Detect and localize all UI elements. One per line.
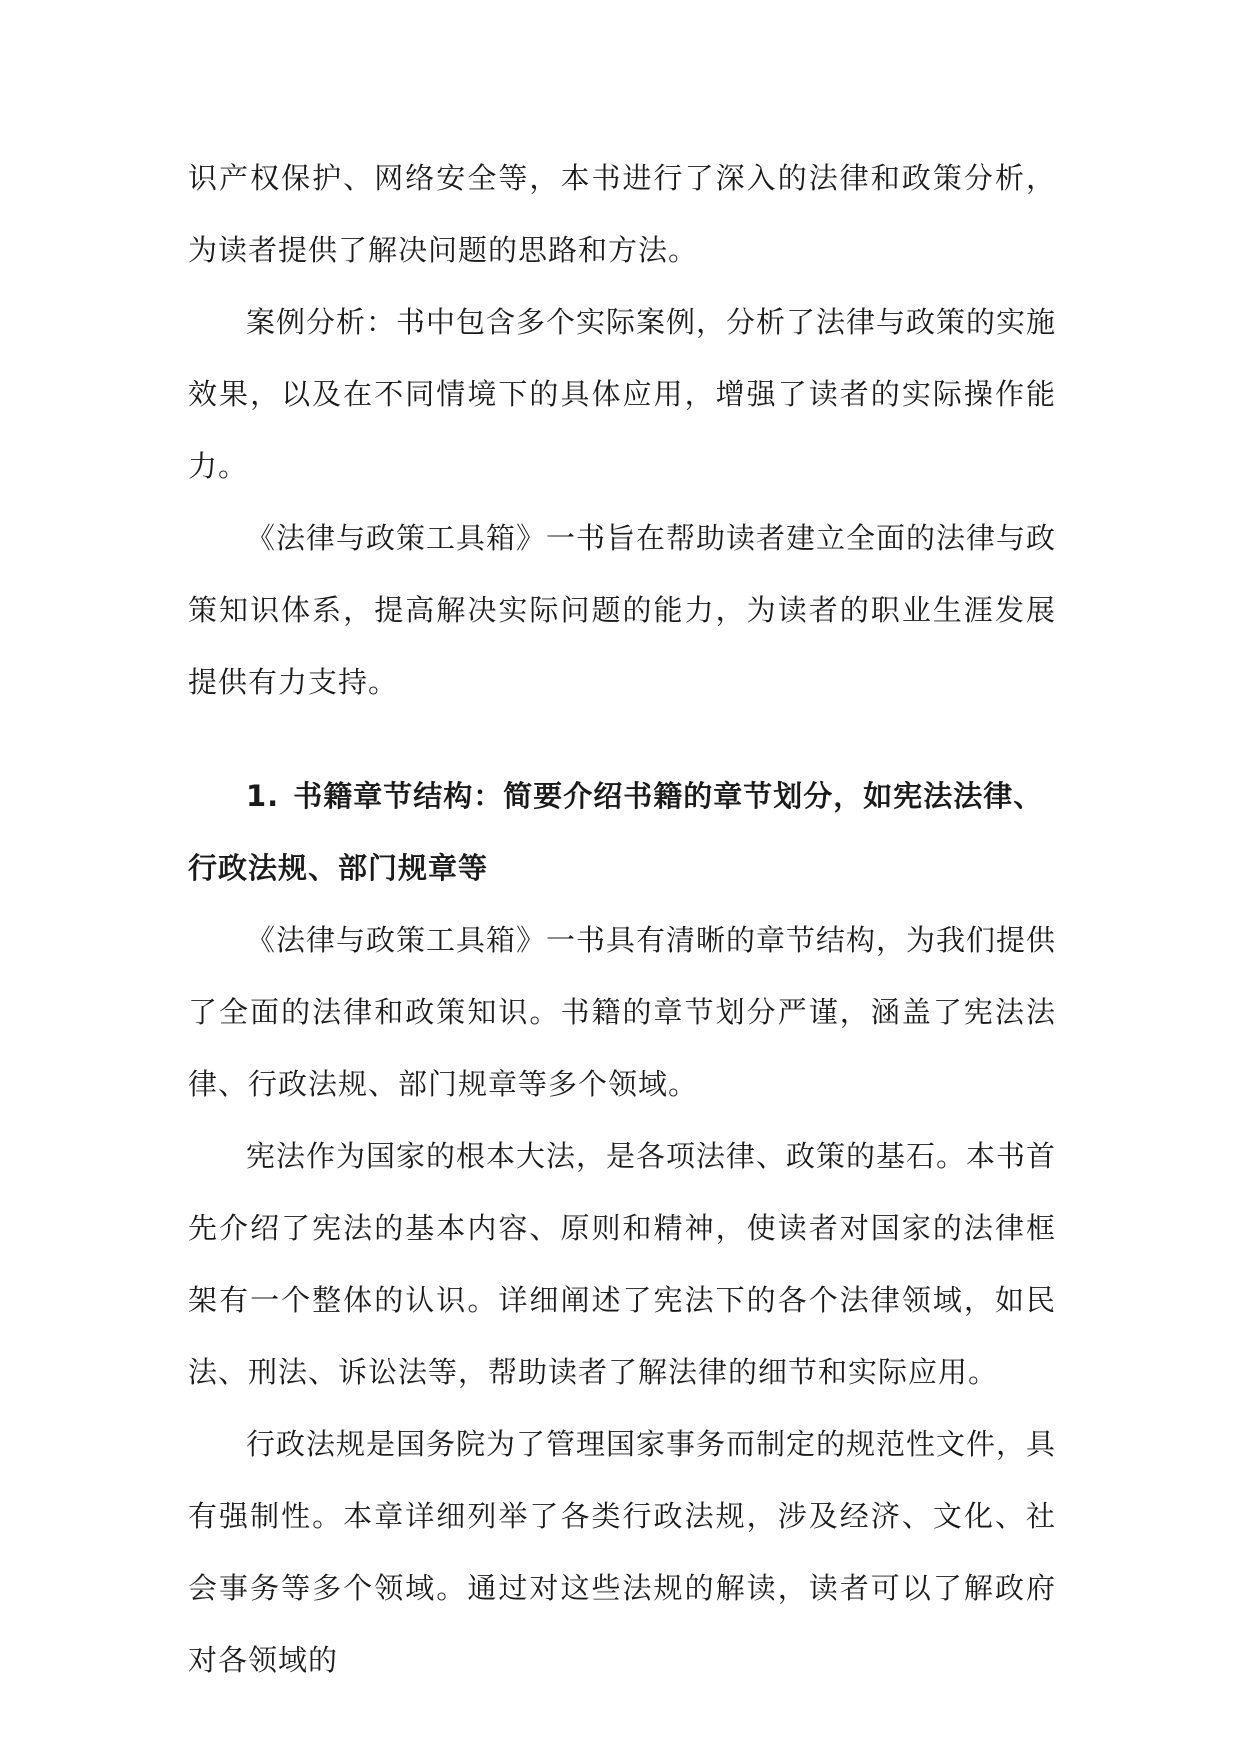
paragraph: 宪法作为国家的根本大法，是各项法律、政策的基石。本书首先介绍了宪法的基本内容、原则和精神，使读者对国家的法律框架有一个整体的认识。详细阐述了宪法下的各个法律领域，如民法、刑法、诉讼法等，帮助读者了解法律的细节和实际应用。 [188, 1139, 1057, 1389]
paragraph: 《法律与政策工具箱》一书旨在帮助读者建立全面的法律与政策知识体系，提高解决实际问题的能力，为读者的职业生涯发展提供有力支持。 [188, 521, 1057, 699]
section-number: 1. [246, 779, 280, 813]
paragraph: 案例分析：书中包含多个实际案例，分析了法律与政策的实施效果，以及在不同情境下的具体应用，增强了读者的实际操作能力。 [188, 305, 1057, 483]
paragraph: 《法律与政策工具箱》一书具有清晰的章节结构，为我们提供了全面的法律和政策知识。书籍的章节划分严谨，涵盖了宪法法律、行政法规、部门规章等多个领域。 [188, 923, 1057, 1101]
document-body [188, 142, 1056, 1696]
section-heading-text: 书籍章节结构：简要介绍书籍的章节划分，如宪法法律、行政法规、部门规章等 [188, 779, 1044, 885]
paragraph: 行政法规是国务院为了管理国家事务而制定的规范性文件，具有强制性。本章详细列举了各类行政法规，涉及经济、文化、社会事务等多个领域。通过对这些法规的解读，读者可以了解政府对各领域的 [188, 1427, 1057, 1677]
paragraph: 识产权保护、网络安全等，本书进行了深入的法律和政策分析，为读者提供了解决问题的思路和方法。 [188, 161, 1056, 267]
section-heading [188, 760, 1056, 904]
